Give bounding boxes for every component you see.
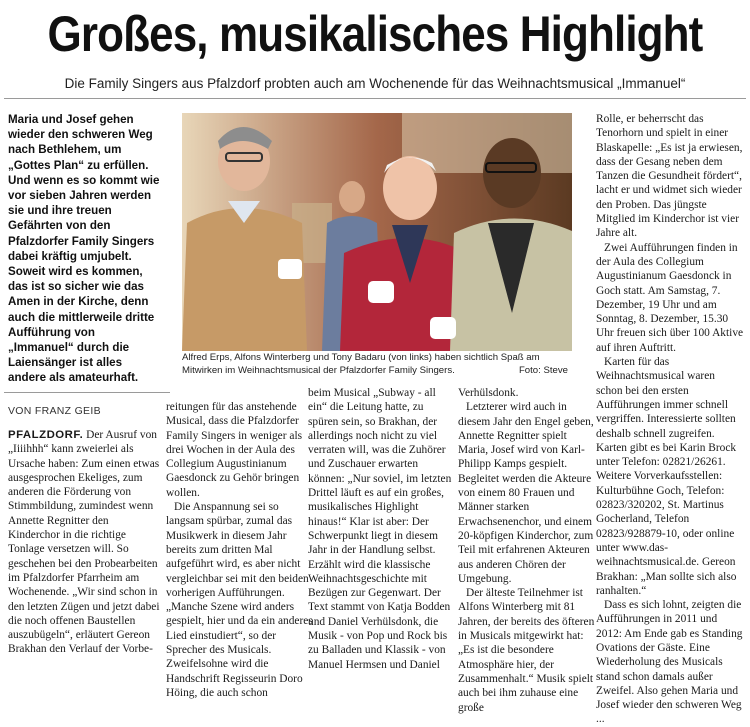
body-column-1 xyxy=(8,428,160,657)
top-rule xyxy=(4,98,746,99)
body-text-5c: Karten für das Weihnachtsmusical waren schon bei den ersten Aufführungen immer schnell vergriffen. Interessierte sollten deshalb schnell zugreifen. Karten gibt es bei Karin Brock unter Telefon: 02821/26261. Weitere Vorverkaufsstellen: Kulturbühne Goch, Telefon: 02823/320202, St. Martinus Gocherland, Telefon 02823/928879-10, oder online unter www.das-weihnachtsmusical.de. Gereon Brakhan: „Man sollte sich also ranhalten.“ xyxy=(596,356,737,597)
body-text-4a: Verhülsdonk. xyxy=(458,387,519,399)
body-text-4b: Letzterer wird auch in diesem Jahr den Engel geben, Annette Regnitter spielt Maria, Josef wird von Karl-Philipp Kamps gespielt. Begleitet werden die Akteure von einem 80 Frauen und Männer starken Erwachsenenchor, und einem 20-köpfigen Kinderchor, zum Teil mit erfahrenen Akteuren aus anderen Chören der Umgebung. xyxy=(458,401,594,585)
caption-text: Alfred Erps, Alfons Winterberg und Tony Badaru (von links) haben sichtlich Spaß am Mitwirken im Weihnachtsmusical der Pfalzdorfer Family Singers. xyxy=(182,352,540,376)
dateline: PFALZDORF. xyxy=(8,429,84,441)
byline: VON FRANZ GEIB xyxy=(8,405,101,417)
lead-paragraph: Maria und Josef gehen wieder den schweren Weg nach Bethlehem, um „Gottes Plan“ zu erfüllen. Und wenn es so kommt wie vor sieben Jahren werden sie und ihre treuen Gefährten von den Pfalzdorfer Family Singers dabei kräftig umjubelt. Soweit wird es kommen, das ist so sicher wie das Amen in der Kirche, denn auch die mittlerweile dritte Aufführung von „Immanuel“ durch die Laiensänger ist alles andere als amateurhaft. xyxy=(8,113,160,385)
body-column-3 xyxy=(308,386,456,672)
body-text-5d: Dass es sich lohnt, zeigten die Aufführungen in 2011 und 2012: Am Ende gab es Standing Ovations der Gäste. Eine Wiederholung des Musicals stand schon damals außer Zweifel. Also gehen Maria und Josef wieder den schweren Weg ... xyxy=(596,599,743,726)
body-text-2b: Die Anspannung sei so langsam spürbar, zumal das Musikwerk in diesem Jahr bereits zum dritten Mal aufgeführt wird, es aber nicht vergleichbar sei mit den beiden vorherigen Aufführungen. „Manche Szene wird anders gespielt, hier und da ein anderes Lied einstudiert“, so der Sprecher des Musicals. Zweifelsohne wird die Handschrift Regisseurin Doro Höing, die auch schon xyxy=(166,501,313,699)
photo-caption xyxy=(182,352,578,377)
photo-illustration xyxy=(182,113,572,351)
body-text-5b: Zwei Aufführungen finden in der Aula des Collegium Augustinianum Gaesdonck in Goch statt. Am Samstag, 7. Dezember, 19 Uhr und am Sonntag, 8. Dezember, 15.30 Uhr freuen sich über 100 Aktive auf ihren Auftritt. xyxy=(596,241,744,354)
photo-credit: Foto: Steve xyxy=(518,364,568,376)
body-text-2a: reitungen für das anstehende Musical, dass die Pfalzdorfer Family Singers in weniger als drei Wochen in der Aula des Collegium Augustinianum Gaesdonck zu Gehör bringen wollen. xyxy=(166,401,303,499)
headline: Großes, musikalisches Highlight xyxy=(47,6,703,62)
lead-rule xyxy=(4,392,170,393)
article-photo xyxy=(182,113,572,351)
body-text-4c: Der älteste Teilnehmer ist Alfons Winterberg mit 81 Jahren, der bereits des öfteren in Musicals mitgewirkt hat: „Es ist die besondere Atmosphäre hier, der Zusammenhalt.“ Musik spielt auch bei ihm zuhause eine große xyxy=(458,587,595,714)
body-text-3: beim Musical „Subway - all ein“ die Leitung hatte, zu spüren sein, so Brakhan, der allerdings noch nicht zu viel verraten will, was die Zuhörer und Zuschauer erwarten können: „Nur soviel, im letzten Drittel läuft es auf ein großes, musikalisches Highlight hinaus!“ Klar ist aber: Der Schwerpunkt liegt in diesem Jahr in der Handlung selbst. Erzählt wird die klassische Weihnachtsgeschichte mit Bezügen zur Gegenwart. Der Text stammt von Katja Bodden und Daniel Verhülsdonk, die Musik - von Pop und Rock bis zu Balladen und Klassik - von Manuel Hermsen und Daniel xyxy=(308,387,452,671)
body-column-5 xyxy=(596,112,744,727)
body-text-5a: Rolle, er beherrscht das Tenorhorn und spielt in einer Blaskapelle: „Es ist ja erwiesen, dass der Gesang neben dem Tanzen die Gesundheit fördert“, lacht er und widmet sich wieder den Proben. Das jüngste Mitglied im Kinderchor ist vier Jahre alt. xyxy=(596,113,743,240)
body-column-2 xyxy=(166,400,314,700)
body-text-1: Der Ausruf von „Iiiihhh“ kann zweierlei als Ursache haben: Zum einen etwas ausgesprochen Ekeliges, zum anderen die Förderung von Stimmbildung, zumindest wenn Annette Regnitter den Kinderchor in die richtige Tonlage versetzen will. So geschehen bei den Probearbeiten im Pfalzdorfer Pfarrheim am Wochenende. „Wir sind schon in den letzten Zügen und jetzt dabei die noch offenen Baustellen auszubügeln“, erläutert Gereon Brakhan den Verlauf der Vorbe- xyxy=(8,429,160,656)
subheadline: Die Family Singers aus Pfalzdorf probten auch am Wochenende für das Weihnachtsmusical „Immanuel“ xyxy=(64,76,686,91)
body-column-4 xyxy=(458,386,596,715)
